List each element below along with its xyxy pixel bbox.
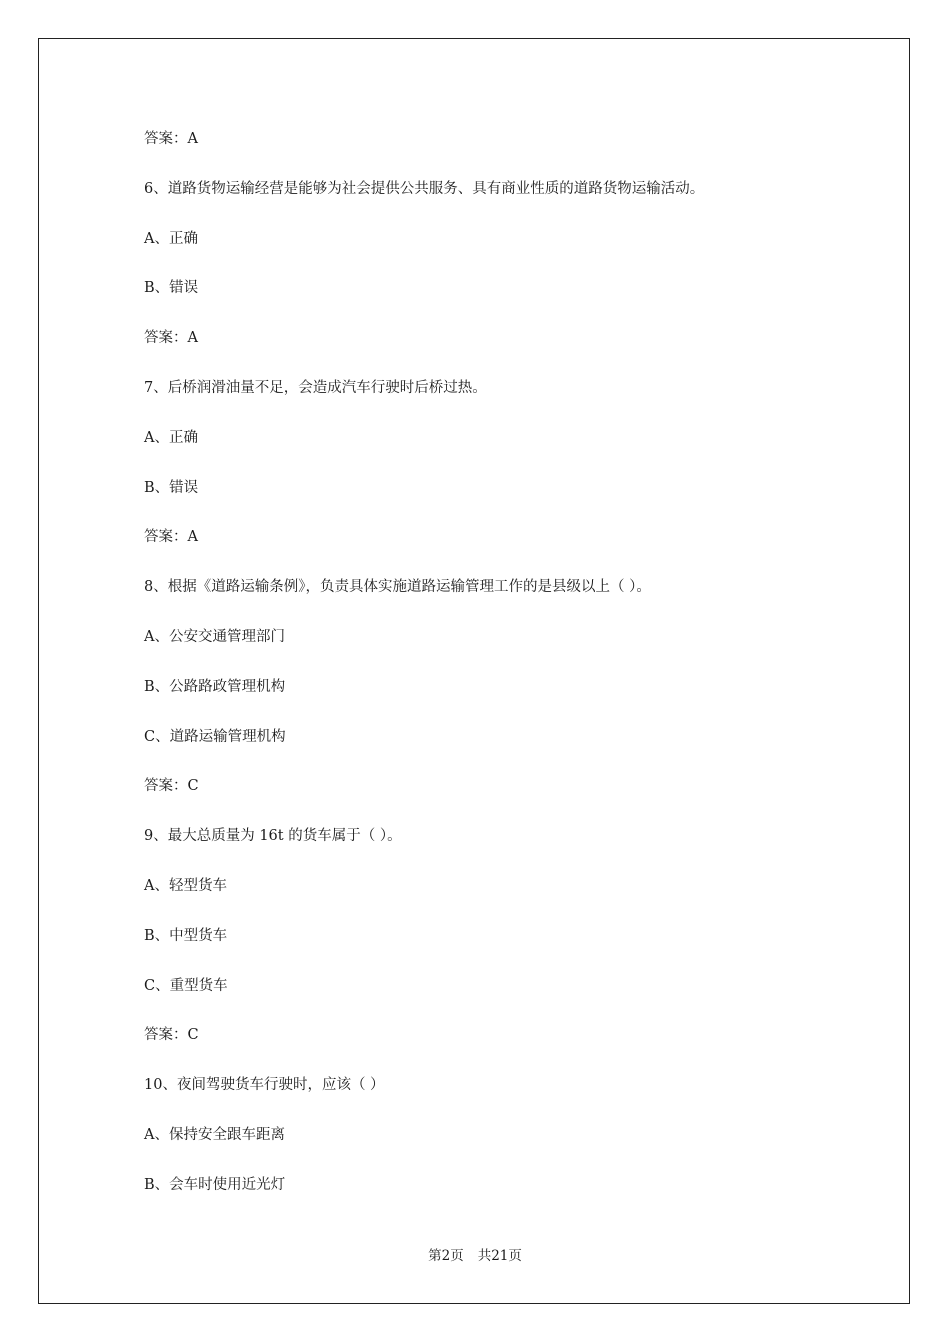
question-7-option-a: A、正确 [144,429,198,446]
question-6: 6、道路货物运输经营是能够为社会提供公共服务、具有商业性质的道路货物运输活动。 [144,180,705,197]
question-7-option-b: B、错误 [144,479,199,496]
answer-6: 答案：A [144,330,198,347]
question-10: 10、夜间驾驶货车行驶时，应该（ ） [144,1077,385,1094]
question-8-option-c: C、道路运输管理机构 [144,728,286,745]
page-footer [0,1246,950,1266]
answer-8: 答案：C [144,778,199,795]
question-7: 7、后桥润滑油量不足，会造成汽车行驶时后桥过热。 [144,379,487,396]
question-10-option-b: B、会车时使用近光灯 [144,1176,286,1193]
answer-7: 答案：A [144,529,198,546]
question-9: 9、最大总质量为 16t 的货车属于（ ）。 [144,828,402,845]
page-number: 第2页 [428,1248,464,1264]
question-6-option-b: B、错误 [144,280,199,297]
question-6-option-a: A、正确 [144,230,198,247]
question-9-option-b: B、中型货车 [144,927,228,944]
question-9-option-a: A、轻型货车 [144,877,227,894]
question-8-option-a: A、公安交通管理部门 [144,628,285,645]
document-body [144,127,864,1223]
page-total: 共21页 [477,1248,522,1264]
question-8: 8、根据《道路运输条例》，负责具体实施道路运输管理工作的是县级以上（ ）。 [144,579,651,596]
question-10-option-a: A、保持安全跟车距离 [144,1126,285,1143]
answer-5: 答案：A [144,131,198,147]
question-8-option-b: B、公路路政管理机构 [144,678,286,695]
answer-9: 答案：C [144,1027,199,1044]
question-9-option-c: C、重型货车 [144,977,228,994]
